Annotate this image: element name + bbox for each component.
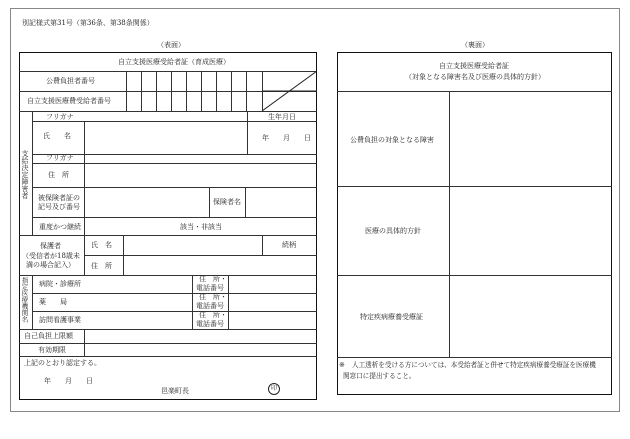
seal-mark	[268, 383, 280, 395]
severe-value: 該当・非該当	[180, 223, 222, 231]
inst-addr-2: 住 所・	[199, 293, 227, 301]
insurer-label: 保険者名	[213, 198, 241, 206]
inst-phone-2: 電話番号	[196, 302, 224, 310]
certify-date: 年 月 日	[44, 377, 93, 385]
front-side-label: （表面）	[157, 41, 185, 49]
guardian-address-label: 住 所	[91, 262, 112, 270]
front-title: 自立支援医療受給者証（育成医療）	[118, 58, 230, 66]
note-line-2: 関窓口に提出すること。	[343, 372, 416, 380]
insured-label-2: 記号及び番号	[38, 203, 80, 211]
copay-label: 自己負担上限額	[24, 332, 73, 340]
recipient-number-label: 自立支援医療費受給者番号	[27, 97, 111, 105]
inst-phone-1: 電話番号	[196, 284, 224, 292]
guardian-note-1: （受信者が18歳未	[22, 252, 80, 260]
name-label: 氏 名	[43, 132, 71, 140]
institution-visiting-nurse: 訪問看護事業	[39, 316, 81, 324]
back-side-label: （裏面）	[461, 41, 489, 49]
inst-addr-1: 住 所・	[199, 275, 227, 283]
note-mark: ※	[339, 361, 345, 369]
institution-pharmacy: 薬 局	[39, 298, 67, 306]
inst-addr-3: 住 所・	[199, 311, 227, 319]
furigana-label-2: フリガナ	[46, 154, 74, 162]
furigana-label: フリガナ	[46, 113, 74, 121]
institution-side-label: 指定医療機関名	[20, 277, 29, 323]
guardian-note-2: 満の場合記入）	[26, 261, 75, 269]
seal-char: 印	[271, 385, 278, 392]
inst-phone-3: 電話番号	[196, 320, 224, 328]
insured-label-1: 被保険者証の	[38, 194, 80, 202]
relation-label: 続柄	[282, 241, 296, 249]
certify-text: 上記のとおり認定する。	[24, 359, 101, 367]
back-card	[337, 52, 612, 395]
mayor-label: 邑楽町長	[161, 387, 189, 395]
address-label: 住 所	[48, 171, 69, 179]
guardian-name-label: 氏 名	[91, 241, 112, 249]
birthdate-label: 生年月日	[268, 113, 296, 121]
back-title-2: （対象となる障害名及び医療の具体的方針）	[405, 73, 545, 81]
validity-label: 有効期限	[38, 346, 66, 354]
severe-label: 重度かつ継続	[39, 223, 81, 231]
form-number: 別記様式第31号（第36条、第38条関係）	[22, 19, 154, 27]
slash-mark	[262, 71, 317, 111]
back-row-policy: 医療の具体的方針	[365, 227, 421, 235]
note-line-1: 人工透析を受ける方については、本受給者証と併せて特定疾病療養受療証を医療機	[352, 361, 596, 369]
patient-side-label: 支給決定障害者	[21, 150, 29, 199]
institution-hospital: 病院・診療所	[39, 280, 81, 288]
back-row-dialysis: 特定疾病療養受療証	[360, 313, 423, 321]
guardian-label: 保護者	[40, 242, 61, 250]
public-payer-label: 公費負担者番号	[46, 77, 95, 85]
back-title-1: 自立支援医療受給者証	[439, 62, 509, 70]
back-row-disability: 公費負担の対象となる障害	[350, 136, 434, 144]
birthdate-value: 年 月 日	[262, 134, 311, 142]
